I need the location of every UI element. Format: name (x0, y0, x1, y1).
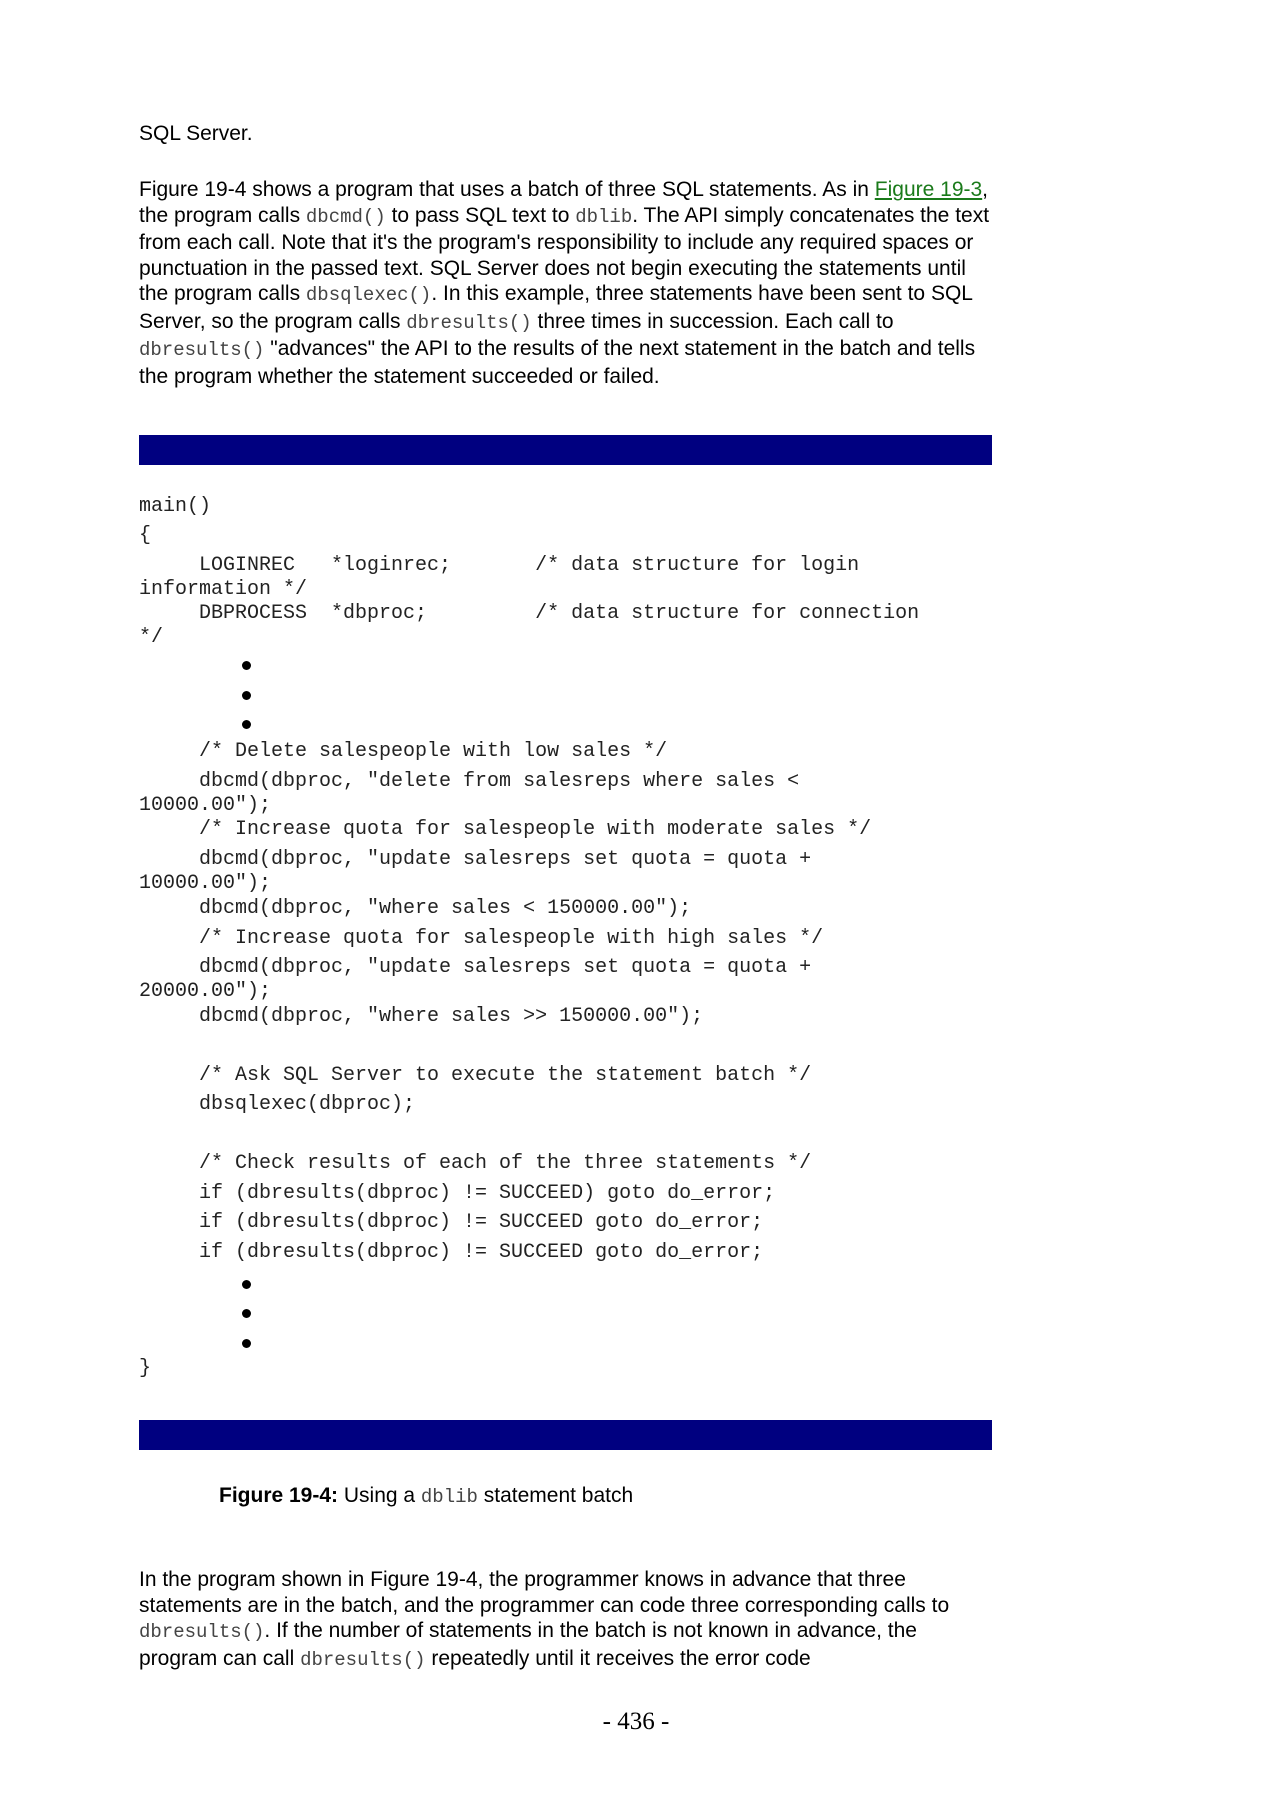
code-dblib: dblib (575, 205, 633, 228)
para2-text-3: repeatedly until it receives the error code (425, 1646, 811, 1670)
code-line: /* Delete salespeople with low sales */ (139, 740, 668, 763)
para1-text-1: Figure 19-4 shows a program that uses a batch of three SQL statements. As in (139, 178, 875, 201)
ellipsis-bullet-icon (242, 691, 251, 700)
para1-text-4: . The API simply concatenates the text from each call. Note that it's the program's responsibility to include any required spaces or punctuation in the passed text. SQL Server does not begin executing the statements until the program calls (139, 203, 990, 305)
para1-text-3: to pass SQL text to (385, 203, 576, 227)
para1-text-2: , the program calls (139, 178, 989, 227)
code-dbsqlexec: dbsqlexec() (305, 284, 432, 306)
code-dbresults: dbresults() (139, 339, 265, 361)
code-line: dbcmd(dbproc, "update salesreps set quota = quota + (139, 848, 812, 871)
figure-caption-text-1: Using a (338, 1484, 421, 1507)
code-line: { (139, 524, 152, 547)
figure-caption-code: dblib (420, 1486, 478, 1508)
ellipsis-bullet-icon (242, 1339, 251, 1348)
para1-text-5: . In this example, three statements have been sent to SQL Server, so the program calls (139, 282, 973, 333)
code-line: LOGINREC *loginrec; /* data structure for login (139, 554, 860, 577)
code-line: /* Increase quota for salespeople with moderate sales */ (139, 818, 872, 841)
para1-text-6: three times in succession. Each call to (531, 309, 894, 333)
page-number: - 436 - (602, 1708, 670, 1735)
code-line: if (dbresults(dbproc) != SUCCEED goto do_error; (139, 1241, 764, 1264)
code-line: dbcmd(dbproc, "where sales >> 150000.00"); (139, 1005, 704, 1028)
para2-text-2: . If the number of statements in the batch is not known in advance, the program can call (139, 1619, 917, 1670)
code-dbresults: dbresults() (139, 1621, 265, 1643)
code-dbresults: dbresults() (406, 311, 532, 334)
code-line: main() (139, 495, 212, 518)
code-line: if (dbresults(dbproc) != SUCCEED) goto do_error; (139, 1182, 776, 1205)
paragraph-dbresults (139, 1567, 999, 1673)
code-line: 10000.00"); (139, 872, 272, 895)
intro-text: SQL Server. (139, 122, 253, 145)
code-listing (139, 0, 999, 1380)
figure-bottom-bar (139, 1420, 992, 1450)
code-line: */ (139, 626, 164, 649)
code-line: 10000.00"); (139, 794, 272, 817)
ellipsis-bullet-icon (242, 1309, 251, 1318)
code-dbcmd: dbcmd() (305, 205, 386, 228)
code-line: /* Increase quota for salespeople with high sales */ (139, 927, 824, 950)
code-line: dbcmd(dbproc, "delete from salesreps where sales < (139, 770, 800, 793)
code-line: dbcmd(dbproc, "where sales < 150000.00"); (139, 897, 692, 920)
para2-text-1: In the program shown in Figure 19-4, the programmer knows in advance that three statements are in the batch, and the programmer can code three corresponding calls to (139, 1568, 950, 1617)
code-line: 20000.00"); (139, 980, 272, 1003)
para1-text-7: "advances" the API to the results of the next statement in the batch and tells the program whether the statement succeeded or failed. (139, 337, 976, 388)
code-line: if (dbresults(dbproc) != SUCCEED goto do_error; (139, 1211, 764, 1234)
figure-19-3-link[interactable]: Figure 19-3 (874, 178, 983, 201)
code-line: DBPROCESS *dbproc; /* data structure for connection (139, 602, 920, 625)
code-line: dbsqlexec(dbproc); (139, 1093, 416, 1116)
code-line: dbcmd(dbproc, "update salesreps set quota = quota + (139, 956, 812, 979)
code-line: /* Ask SQL Server to execute the statement batch */ (139, 1064, 812, 1087)
code-line: information */ (139, 578, 308, 601)
code-dbresults: dbresults() (300, 1648, 426, 1671)
code-line: /* Check results of each of the three statements */ (139, 1152, 812, 1175)
figure-caption-text-2: statement batch (477, 1484, 634, 1507)
ellipsis-bullet-icon (242, 720, 251, 729)
figure-caption-label: Figure 19-4: (219, 1484, 339, 1507)
figure-caption (219, 1482, 633, 1511)
code-line: } (139, 1357, 152, 1380)
ellipsis-bullet-icon (242, 1280, 251, 1289)
ellipsis-bullet-icon (242, 661, 251, 670)
